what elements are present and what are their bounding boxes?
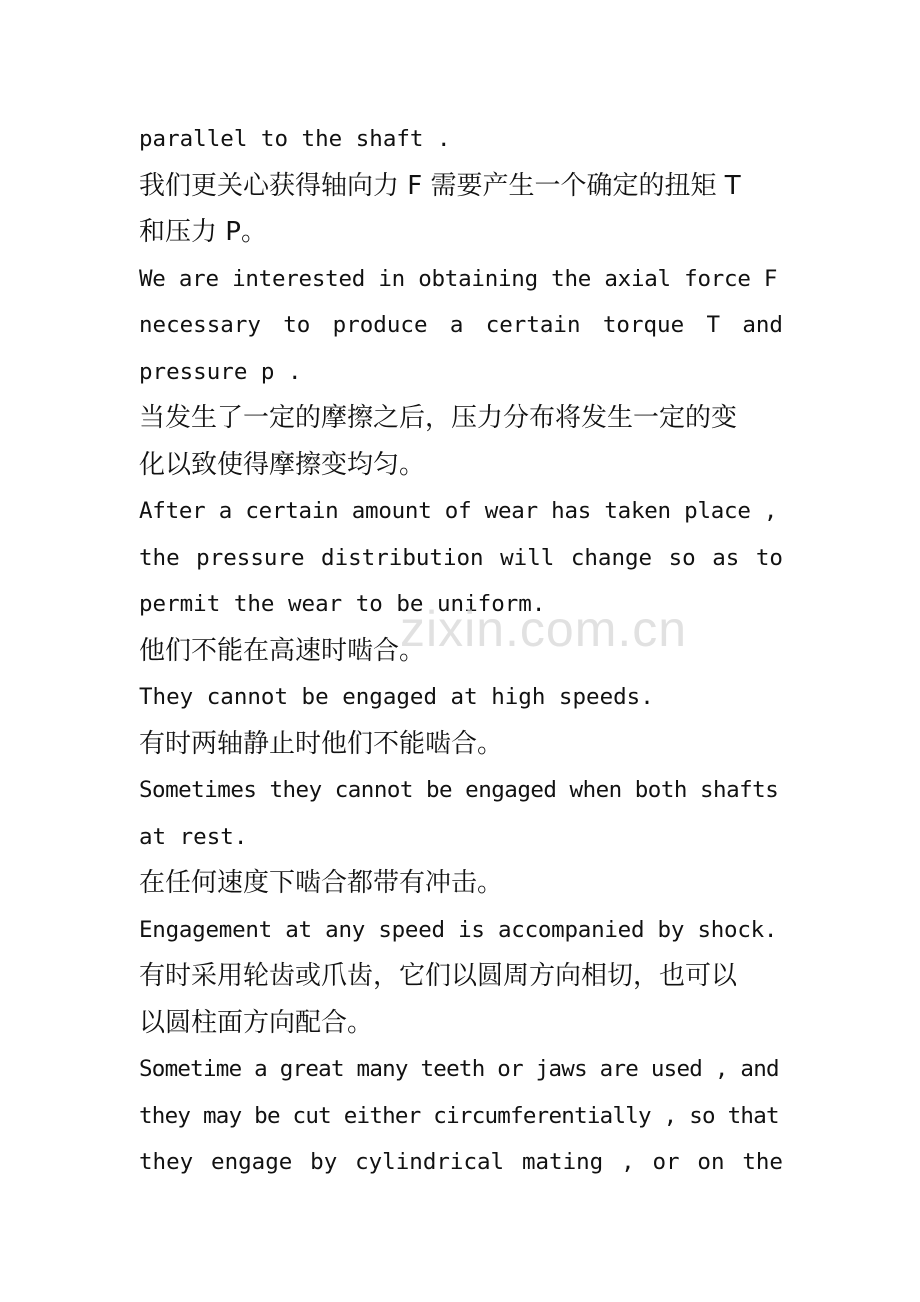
word: cylindrical	[355, 1149, 505, 1175]
word: or	[652, 1149, 680, 1175]
word: engage	[211, 1149, 293, 1175]
word: a	[449, 312, 464, 338]
watermark: zixin.com.cn	[400, 601, 688, 657]
text-line: 化以致使得摩擦变均匀。	[139, 449, 426, 480]
text-line	[139, 302, 783, 349]
text-line: Sometimes they cannot be engaged when both shafts	[139, 777, 779, 803]
text-line	[139, 535, 783, 582]
word: distribution	[321, 544, 484, 571]
word: by	[310, 1149, 338, 1175]
text-line	[139, 1139, 783, 1186]
word: ,	[621, 1149, 635, 1175]
text-line: at rest.	[139, 823, 248, 850]
text-line: 有时采用轮齿或爪齿，它们以圆周方向相切，也可以	[139, 961, 738, 991]
word: certain	[485, 312, 581, 338]
word: torque	[602, 312, 685, 338]
text-line: After a certain amount of wear has taken place ,	[139, 498, 778, 524]
document-body	[139, 116, 783, 1186]
word: to	[283, 312, 311, 338]
text-line: pressure p .	[139, 358, 302, 385]
word: the	[139, 544, 180, 571]
text-line: We are interested in obtaining the axial force F	[139, 265, 778, 292]
text-line: parallel to the shaft .	[139, 126, 451, 152]
word: T	[706, 312, 721, 338]
word: produce	[332, 312, 428, 338]
word: change	[570, 544, 653, 571]
word: will	[500, 544, 555, 571]
word: to	[755, 544, 783, 571]
word: pressure	[196, 544, 305, 571]
text-line: They cannot be engaged at high speeds.	[139, 684, 654, 710]
text-line: Engagement at any speed is accompanied by shock.	[139, 916, 778, 943]
text-line: 有时两轴静止时他们不能啮合。	[139, 728, 504, 759]
word: they	[139, 1149, 194, 1175]
word: mating	[521, 1149, 604, 1175]
word: and	[742, 312, 783, 338]
word: the	[742, 1149, 783, 1175]
word: on	[697, 1149, 725, 1175]
text-line: 当发生了一定的摩擦之后，压力分布将发生一定的变	[139, 403, 738, 433]
text-line: 他们不能在高速时啮合。	[139, 635, 426, 666]
word: as	[712, 544, 740, 571]
text-line: 我们更关心获得轴向力 F 需要产生一个确定的扭矩 T	[139, 170, 741, 201]
text-line: they may be cut either circumferentially , so that	[139, 1102, 779, 1129]
word: necessary	[139, 312, 261, 338]
text-line: 和压力 P。	[139, 217, 267, 247]
text-line: 在任何速度下啮合都带有冲击。	[139, 868, 504, 898]
text-line: Sometime a great many teeth or jaws are used , and	[139, 1056, 779, 1082]
text-line: permit the wear to be uniform.	[139, 591, 546, 617]
text-line: 以圆柱面方向配合。	[139, 1007, 374, 1038]
word: so	[668, 544, 696, 571]
